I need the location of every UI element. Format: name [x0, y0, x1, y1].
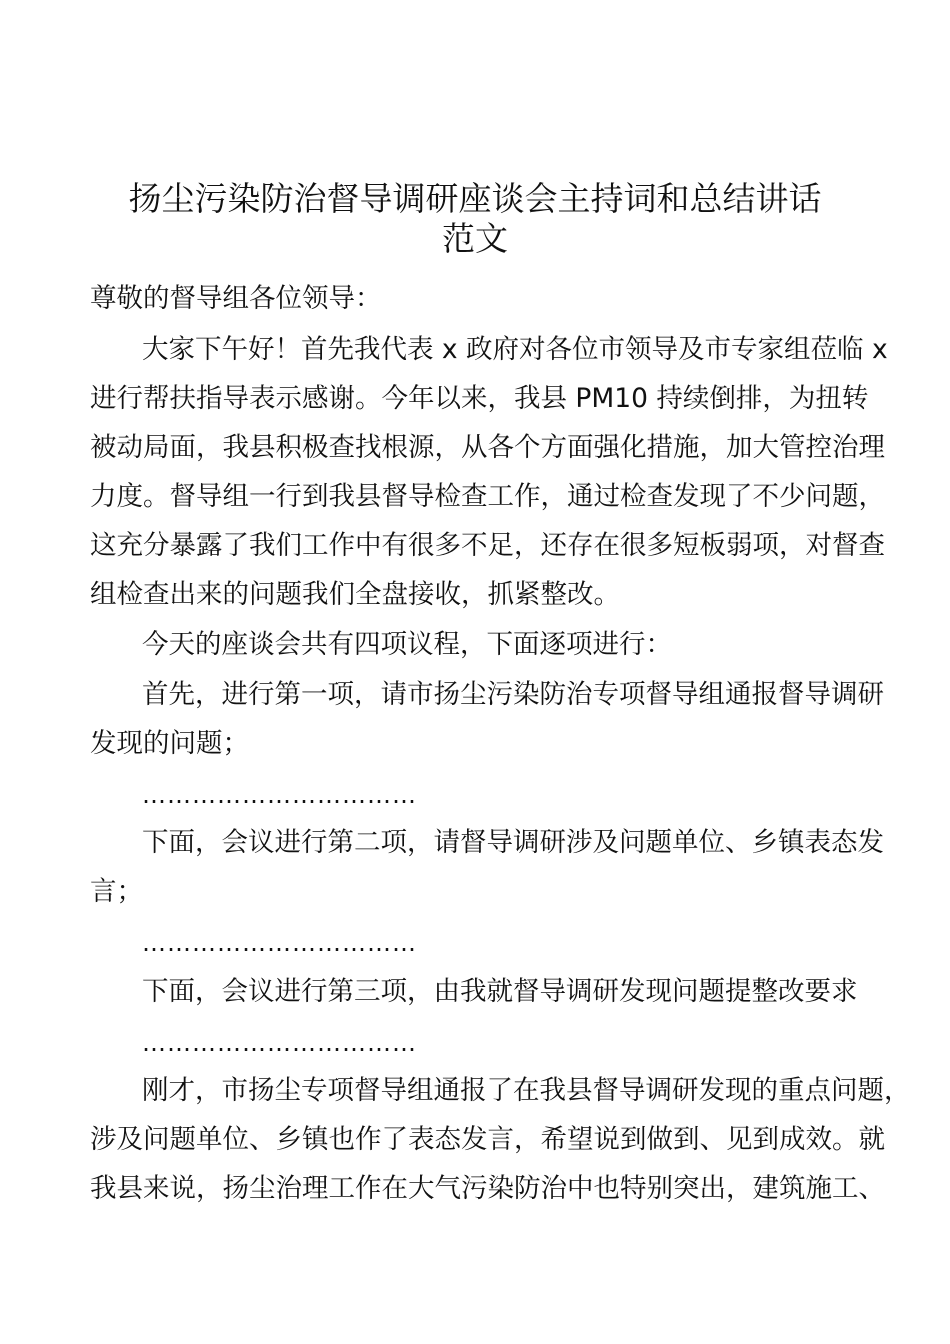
paragraph-line: 首先，进行第一项，请市扬尘污染防治专项督导组通报督导调研	[142, 679, 884, 710]
document-title-line-2: 范文	[442, 219, 508, 258]
ellipsis-divider: ……………………………	[142, 929, 417, 957]
salutation: 尊敬的督导组各位领导：	[90, 283, 382, 314]
paragraph-line: 被动局面，我县积极查找根源，从各个方面强化措施，加大管控治理	[90, 432, 885, 463]
paragraph-line: 下面，会议进行第二项，请督导调研涉及问题单位、乡镇表态发	[142, 827, 884, 858]
ellipsis-divider: ……………………………	[142, 781, 417, 809]
paragraph-line: 进行帮扶指导表示感谢。今年以来，我县 PM10 持续倒排，为扭转	[90, 383, 869, 414]
paragraph-line: 刚才，市扬尘专项督导组通报了在我县督导调研发现的重点问题，	[142, 1075, 911, 1106]
paragraph-line: 组检查出来的问题我们全盘接收，抓紧整改。	[90, 579, 620, 610]
document-title-line-1: 扬尘污染防治督导调研座谈会主持词和总结讲话	[128, 179, 822, 218]
ellipsis-divider: ……………………………	[142, 1029, 417, 1057]
paragraph-line: 下面，会议进行第三项，由我就督导调研发现问题提整改要求	[142, 976, 858, 1007]
paragraph-line: 大家下午好！首先我代表 x 政府对各位市领导及市专家组莅临 x	[142, 334, 888, 365]
paragraph-line: 涉及问题单位、乡镇也作了表态发言，希望说到做到、见到成效。就	[90, 1124, 885, 1155]
paragraph-line: 发现的问题；	[90, 728, 249, 759]
paragraph-line: 这充分暴露了我们工作中有很多不足，还存在很多短板弱项，对督查	[90, 530, 885, 561]
paragraph-line: 今天的座谈会共有四项议程，下面逐项进行：	[142, 629, 672, 660]
paragraph-line: 力度。督导组一行到我县督导检查工作，通过检查发现了不少问题，	[90, 481, 885, 512]
paragraph-line: 言；	[90, 876, 143, 907]
paragraph-line: 我县来说，扬尘治理工作在大气污染防治中也特别突出，建筑施工、	[90, 1173, 885, 1204]
